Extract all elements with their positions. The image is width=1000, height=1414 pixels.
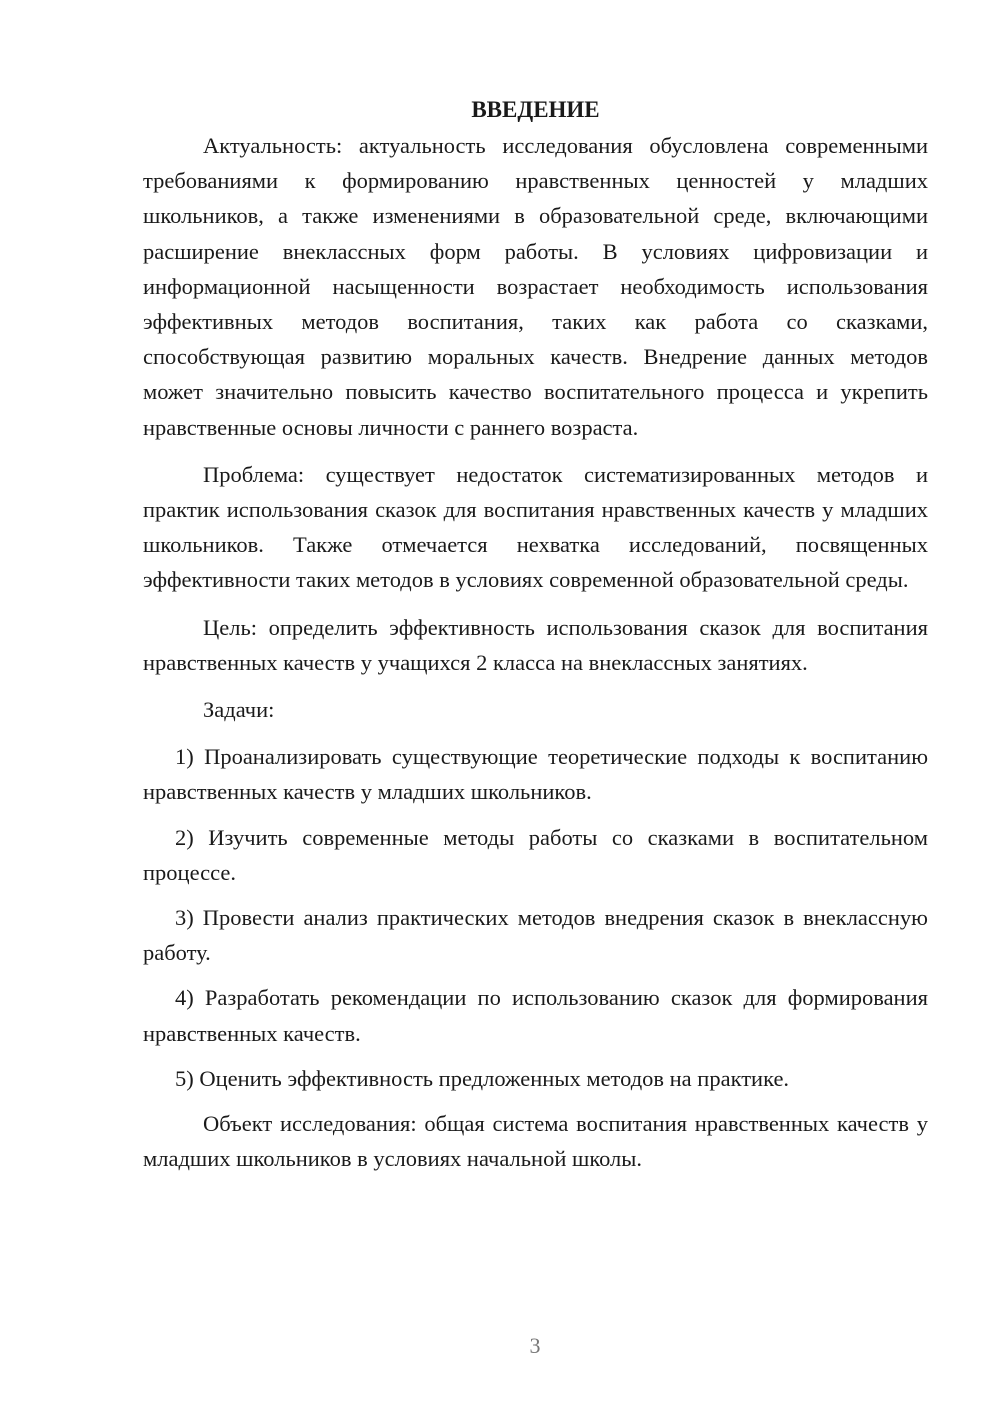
task-item: 2) Изучить современные методы работы со сказками в воспитательном процессе. — [143, 824, 928, 885]
document-page — [143, 92, 928, 1188]
tasks-list — [143, 739, 928, 1096]
task-item: 5) Оценить эффективность предложенных методов на практике. — [175, 1065, 790, 1091]
tasks-heading: Задачи: — [203, 697, 275, 723]
paragraph-problem: Проблема: существует недостаток систематизированных методов и практик использования сказок для воспитания нравственных качеств у младших школьников. Также отмечается нехватка исследований, посвященных эффективности таких методов в условиях современной образовательной среды. — [143, 461, 928, 593]
task-item: 4) Разработать рекомендации по использованию сказок для формирования нравственных качеств. — [143, 985, 928, 1046]
document-title: ВВЕДЕНИЕ — [471, 97, 600, 122]
paragraph-goal: Цель: определить эффективность использования сказок для воспитания нравственных качеств у учащихся 2 класса на внеклассных занятиях. — [143, 614, 928, 675]
task-item: 3) Провести анализ практических методов внедрения сказок в внеклассную работу. — [143, 905, 928, 966]
task-item: 1) Проанализировать существующие теоретические подходы к воспитанию нравственных качеств у младших школьников. — [143, 744, 928, 805]
paragraph-object: Объект исследования: общая система воспитания нравственных качеств у младших школьников в условиях начальной школы. — [143, 1111, 928, 1172]
paragraph-relevance: Актуальность: актуальность исследования обусловлена современными требованиями к формированию нравственных ценностей у младших школьников, а также изменениями в образовательной среде, включающими расширение внеклассных форм работы. В условиях цифровизации и информационной насыщенности возрастает необходимость использования эффективных методов воспитания, таких как работа со сказками, способствующая развитию моральных качеств. Внедрение данных методов может значительно повысить качество воспитательного процесса и укрепить нравственные основы личности с раннего возраста. — [143, 133, 928, 440]
page-number: 3 — [529, 1333, 541, 1358]
